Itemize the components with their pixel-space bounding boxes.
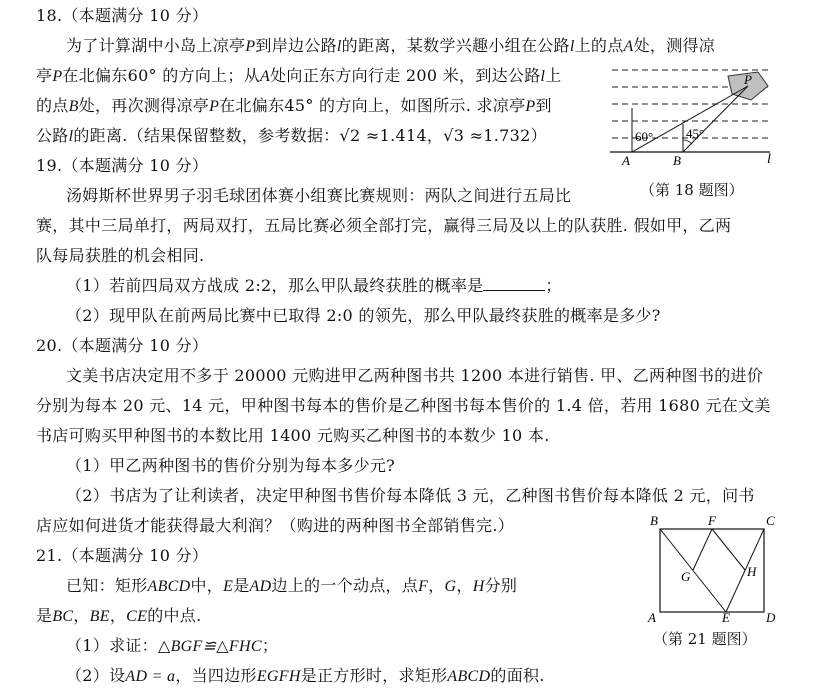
point-b-label: B — [673, 153, 681, 168]
vertex-c-label: C — [766, 513, 775, 528]
figure-21-diagram — [644, 512, 784, 628]
q19-line-3: 队每局获胜的机会相同. — [36, 246, 205, 265]
point-f-label: F — [708, 513, 716, 528]
q18-header: 18.（本题满分 10 分） — [36, 6, 209, 25]
angle-45-label: 45° — [686, 126, 705, 141]
point-p-label: P — [744, 72, 752, 87]
q20-header: 20.（本题满分 10 分） — [36, 336, 209, 355]
segment-fg — [693, 529, 712, 570]
figure-18-caption: （第 18 题图） — [640, 181, 744, 199]
q20-part-1: （1）甲乙两种图书的售价分别为每本多少元? — [66, 456, 396, 475]
q20-part-2: （2）书店为了让利读者，决定甲种图书售价每本降低 3 元，乙种图书售价每本降低 2 元，问书 — [66, 486, 755, 505]
q21-part-1: （1）求证：△BGF≌△FHC； — [66, 636, 279, 655]
q18-line-1: 为了计算湖中小岛上凉亭P到岸边公路l的距离，某数学兴趣小组在公路l上的点A处，测得凉 — [66, 36, 716, 55]
vertex-b-label: B — [650, 513, 658, 528]
q18-line-3: 的点B处，再次测得凉亭P在北偏东45° 的方向上，如图所示. 求凉亭P到 — [36, 96, 552, 115]
q20-line-2: 分别为每本 20 元、14 元，甲种图书每本的售价是乙种图书每本售价的 1.4 倍，若用 1680 元在文美 — [36, 396, 771, 415]
q19-part-1: （1）若前四局双方战成 2:2，那么甲队最终获胜的概率是 ； — [66, 276, 562, 295]
q20-line-3: 书店可购买甲种图书的本数比用 1400 元购买乙种图书的本数少 10 本. — [36, 426, 550, 445]
segment-fh — [712, 529, 745, 570]
point-e-label: E — [722, 610, 730, 625]
q19-line-2: 赛，其中三局单打，两局双打，五局比赛必须全部打完，赢得三局及以上的队获胜. 假如甲，乙两 — [36, 216, 732, 235]
sightline-bp — [683, 86, 748, 152]
q21-header: 21.（本题满分 10 分） — [36, 546, 209, 565]
figure-21-caption: （第 21 题图） — [653, 630, 757, 648]
angle-60-label: 60° — [635, 129, 654, 144]
q21-line-2: 是BC，BE，CE的中点. — [36, 606, 202, 625]
point-g-label: G — [681, 569, 691, 584]
q19-part-2: （2）现甲队在前两局比赛中已取得 2:0 的领先，那么甲队最终获胜的概率是多少? — [66, 306, 661, 325]
point-h-label: H — [747, 564, 757, 579]
vertex-a-label: A — [648, 610, 656, 625]
q21-line-1: 已知：矩形ABCD中，E是AD边上的一个动点，点F，G，H分别 — [66, 576, 518, 595]
figure-18-diagram — [608, 64, 778, 172]
road-l-label: l — [767, 152, 771, 167]
q20-part-2-cont: 店应如何进货才能获得最大利润？（购进的两种图书全部销售完.） — [36, 516, 515, 535]
segment-ce — [726, 529, 764, 612]
q18-line-4: 公路l的距离.（结果保留整数，参考数据：√2 ≈1.414，√3 ≈1.732） — [36, 126, 547, 145]
q18-line-2: 亭P在北偏东60° 的方向上；从A处向正东方向行走 200 米，到达公路l上 — [36, 66, 562, 85]
vertex-d-label: D — [766, 610, 776, 625]
answer-blank[interactable] — [483, 275, 545, 291]
q20-line-1: 文美书店决定用不多于 20000 元购进甲乙两种图书共 1200 本进行销售. 甲、乙两种图书的进价 — [66, 366, 764, 385]
q19-header: 19.（本题满分 10 分） — [36, 156, 209, 175]
point-a-label: A — [622, 153, 630, 168]
q19-line-1: 汤姆斯杯世界男子羽毛球团体赛小组赛比赛规则：两队之间进行五局比 — [66, 186, 572, 205]
segment-be — [660, 529, 726, 612]
q21-part-2: （2）设AD = a，当四边形EGFH是正方形时，求矩形ABCD的面积. — [66, 666, 545, 685]
